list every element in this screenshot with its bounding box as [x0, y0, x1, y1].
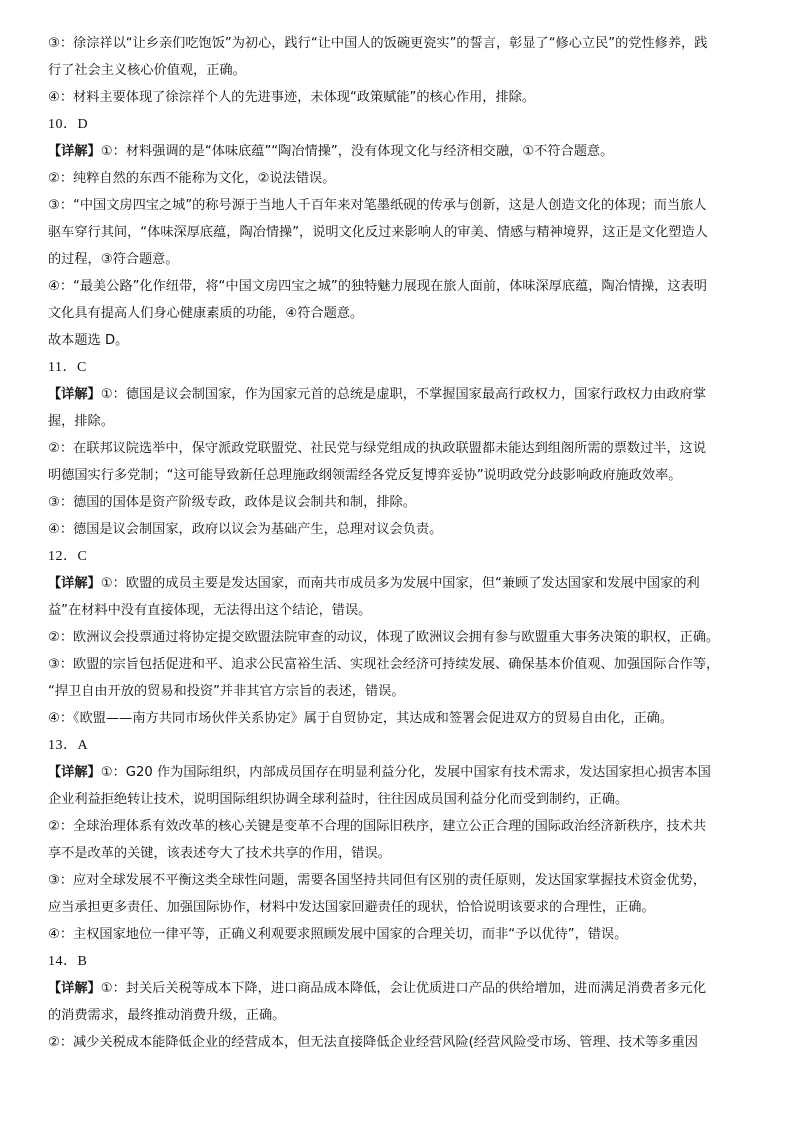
- explanation-tag: 【详解】: [48, 576, 101, 591]
- paragraph-line: [48, 1029, 744, 1056]
- question-answer: 11．C: [48, 360, 87, 375]
- line-text: 行了社会主义核心价值观，正确。: [48, 63, 246, 78]
- paragraph-line: [48, 273, 744, 300]
- paragraph-line: [48, 759, 744, 786]
- line-text: “捍卫自由开放的贸易和投资”并非其官方宗旨的表述，错误。: [48, 684, 405, 699]
- paragraph-line: [48, 57, 744, 84]
- question-number: [48, 111, 744, 138]
- line-text: ③：应对全球发展不平衡这类全球性问题，需要各国坚持共同但有区别的责任原则，发达国家掌握技术资金优势，: [48, 873, 707, 888]
- paragraph-line: [48, 813, 744, 840]
- line-text: ④：《欧盟——南方共同市场伙伴关系协定》属于自贸协定，其达成和签署会促进双方的贸易自由化，正确。: [48, 711, 674, 726]
- paragraph-line: [48, 921, 744, 948]
- paragraph-line: [48, 219, 744, 246]
- line-text: ①：封关后关税等成本下降，进口商品成本降低，会让优质进口产品的供给增加，进而满足消费者多元化: [100, 981, 707, 996]
- question-number: [48, 543, 744, 570]
- paragraph-line: [48, 489, 744, 516]
- paragraph-line: [48, 462, 744, 489]
- line-text: ④：“最美公路”化作纽带，将“中国文房四宝之城”的独特魅力展现在旅人面前，体味深厚底蕴，陶冶情操，这表明: [48, 279, 707, 294]
- line-text: ①：欧盟的成员主要是发达国家，而南共市成员多为发展中国家，但“兼顾了发达国家和发展中国家的利: [100, 576, 700, 591]
- paragraph-line: [48, 246, 744, 273]
- question-number: [48, 732, 744, 759]
- line-text: 享不是改革的关键，该表述夸大了技术共享的作用，错误。: [48, 846, 391, 861]
- question-answer: 14．B: [48, 954, 88, 969]
- line-text: ④：材料主要体现了徐淙祥个人的先进事迹，未体现“政策赋能”的核心作用，排除。: [48, 90, 536, 105]
- line-text: ③：德国的国体是资产阶级专政，政体是议会制共和制，排除。: [48, 495, 416, 510]
- line-text: ②：全球治理体系有效改革的核心关键是变革不合理的国际旧秩序，建立公正合理的国际政治经济新秩序，技术共: [48, 819, 707, 834]
- paragraph-line: [48, 516, 744, 543]
- line-text: 的过程，③符合题意。: [48, 252, 179, 267]
- explanation-tag: 【详解】: [48, 765, 101, 780]
- paragraph-line: [48, 867, 744, 894]
- paragraph-line: [48, 894, 744, 921]
- line-text: 握，排除。: [48, 414, 114, 429]
- question-answer: 10．D: [48, 117, 89, 132]
- line-text: 益”在材料中没有直接体现，无法得出这个结论，错误。: [48, 603, 372, 618]
- paragraph-line: [48, 840, 744, 867]
- line-text: 的消费需求，最终推动消费升级，正确。: [48, 1008, 286, 1023]
- paragraph-line: [48, 408, 744, 435]
- paragraph-line: [48, 651, 744, 678]
- paragraph-line: [48, 624, 744, 651]
- line-text: ③：欧盟的宗旨包括促进和平、追求公民富裕生活、实现社会经济可持续发展、确保基本价值观、加强国际合作等，: [48, 657, 720, 672]
- paragraph-line: [48, 678, 744, 705]
- explanation-tag: 【详解】: [48, 387, 101, 402]
- document-body: [0, 30, 794, 1056]
- paragraph-line: [48, 192, 744, 219]
- paragraph-line: [48, 1002, 744, 1029]
- line-text: 明德国实行多党制；“这可能导致新任总理施政纲领需经各党反复博弈妥协”说明政党分歧影响政府施政效率。: [48, 468, 682, 483]
- line-text: ②：在联邦议院选举中，保守派政党联盟党、社民党与绿党组成的执政联盟都未能达到组阁所需的票数过半，这说: [48, 441, 707, 456]
- line-text: 应当承担更多责任、加强国际协作，材料中发达国家回避责任的现状，恰恰说明该要求的合理性，正确。: [48, 900, 655, 915]
- question-number: [48, 354, 744, 381]
- paragraph-line: [48, 300, 744, 327]
- paragraph-line: [48, 597, 744, 624]
- line-text: ②：欧洲议会投票通过将协定提交欧盟法院审查的动议，体现了欧洲议会拥有参与欧盟重大事务决策的职权，正确。: [48, 630, 720, 645]
- paragraph-line: [48, 138, 744, 165]
- paragraph-line: [48, 165, 744, 192]
- explanation-tag: 【详解】: [48, 144, 101, 159]
- paragraph-line: [48, 30, 744, 57]
- line-text: ②：减少关税成本能降低企业的经营成本，但无法直接降低企业经营风险(经营风险受市场、管理、技术等多重因: [48, 1035, 698, 1050]
- paragraph-line: [48, 570, 744, 597]
- line-text: 文化具有提高人们身心健康素质的功能，④符合题意。: [48, 306, 364, 321]
- paragraph-line: [48, 327, 744, 354]
- paragraph-line: [48, 786, 744, 813]
- paragraph-line: [48, 975, 744, 1002]
- line-text: ①：德国是议会制国家，作为国家元首的总统是虚职，不掌握国家最高行政权力，国家行政权力由政府掌: [100, 387, 707, 402]
- line-text: 故本题选 D。: [48, 333, 129, 348]
- line-text: ①：材料强调的是“体味底蕴”“陶冶情操”，没有体现文化与经济相交融，①不符合题意。: [100, 144, 614, 159]
- explanation-tag: 【详解】: [48, 981, 101, 996]
- question-answer: 13．A: [48, 738, 89, 753]
- line-text: 企业利益拒绝转让技术，说明国际组织协调全球利益时，往往因成员国利益分化而受到制约，正确。: [48, 792, 629, 807]
- line-text: ③：“中国文房四宝之城”的称号源于当地人千百年来对笔墨纸砚的传承与创新，这是人创造文化的体现；而当旅人: [48, 198, 707, 213]
- question-number: [48, 948, 744, 975]
- line-text: ②：纯粹自然的东西不能称为文化，②说法错误。: [48, 171, 336, 186]
- paragraph-line: [48, 84, 744, 111]
- line-text: ①：G20 作为国际组织，内部成员国存在明显利益分化，发展中国家有技术需求，发达国家担心损害本国: [100, 765, 711, 780]
- paragraph-line: [48, 705, 744, 732]
- line-text: ③：徐淙祥以“让乡亲们吃饱饭”为初心，践行“让中国人的饭碗更瓷实”的誓言，彰显了“修心立民”的党性修养，践: [48, 36, 708, 51]
- question-answer: 12．C: [48, 549, 88, 564]
- line-text: 驱车穿行其间，“体味深厚底蕴，陶冶情操”，说明文化反过来影响人的审美、情感与精神境界，这正是文化塑造人: [48, 225, 708, 240]
- paragraph-line: [48, 381, 744, 408]
- paragraph-line: [48, 435, 744, 462]
- line-text: ④：主权国家地位一律平等，正确义利观要求照顾发展中国家的合理关切，而非“予以优待”，错误。: [48, 927, 628, 942]
- line-text: ④：德国是议会制国家，政府以议会为基础产生，总理对议会负责。: [48, 522, 443, 537]
